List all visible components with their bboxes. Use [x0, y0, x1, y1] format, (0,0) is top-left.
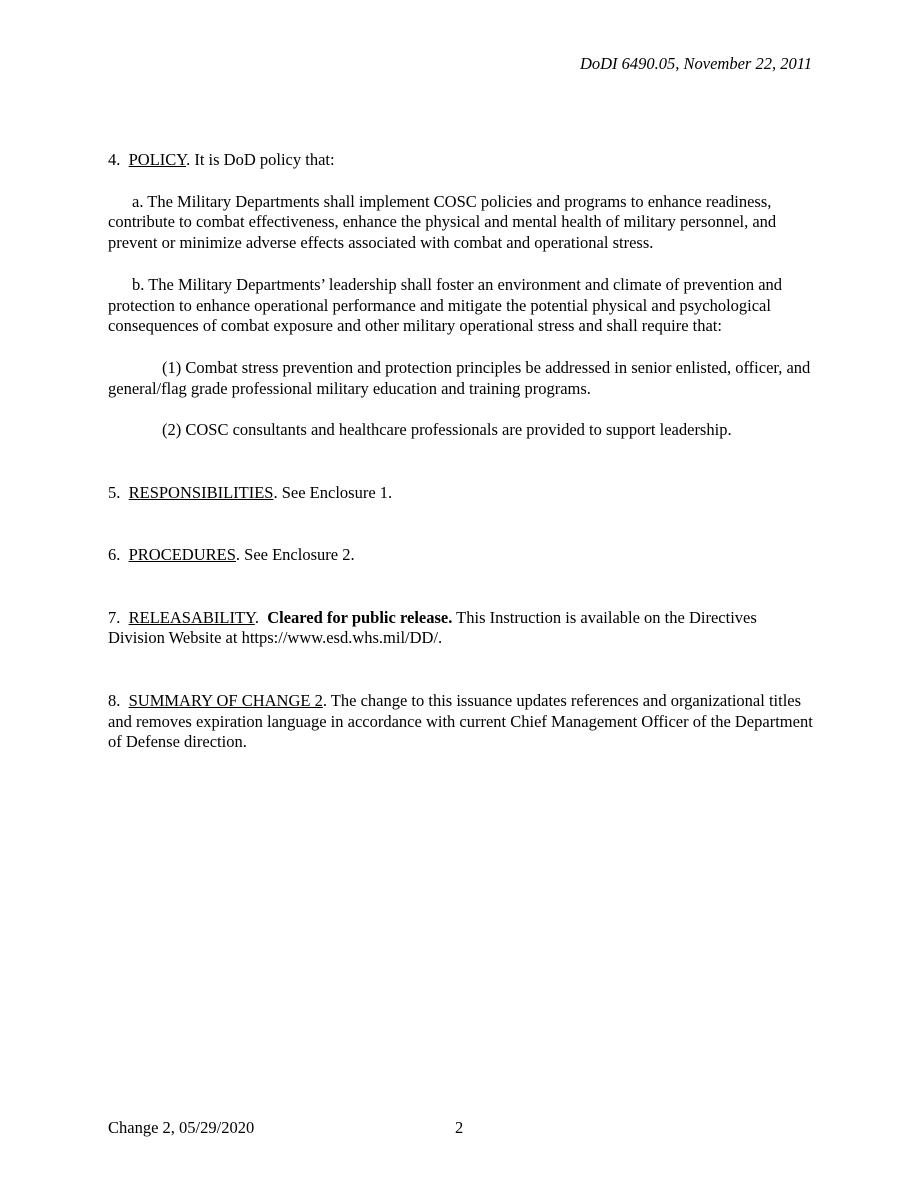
section-text: . See Enclosure 2. — [235, 545, 355, 565]
section-procedures — [108, 545, 814, 566]
section-summary-of-change — [108, 691, 814, 753]
section-separator: . — [254, 607, 268, 627]
section-heading-releasability: RELEASABILITY — [128, 607, 255, 627]
section-policy — [108, 150, 814, 171]
page-number: 2 — [455, 1118, 464, 1137]
section-heading-summary: SUMMARY OF CHANGE 2 — [128, 690, 323, 710]
section-heading-policy: POLICY — [128, 150, 187, 169]
section-heading-procedures: PROCEDURES — [128, 545, 236, 565]
section-text: . The change to this issuance updates references and organizational titles and removes expiration language in accordance with current Chief Management Officer of the Department of Defense direction. — [108, 690, 813, 752]
section-intro: . It is DoD policy that: — [186, 150, 335, 169]
section-text: . See Enclosure 1. — [273, 482, 393, 502]
public-release-notice: Cleared for public release. — [267, 607, 453, 627]
document-body — [108, 150, 814, 753]
section-number: 6. — [108, 545, 121, 565]
section-text: This Instruction is available on the Directives Division Website at https://www.esd.whs.mil/DD/. — [108, 607, 757, 648]
section-number: 7. — [108, 607, 121, 627]
section-responsibilities — [108, 483, 814, 504]
footer-change-note: Change 2, 05/29/2020 — [108, 1118, 255, 1137]
policy-subparagraph-1: (1) Combat stress prevention and protection principles be addressed in senior enlisted, officer, and general/flag grade professional military education and training programs. — [108, 357, 811, 398]
document-reference-header: DoDI 6490.05, November 22, 2011 — [579, 54, 812, 73]
section-heading-responsibilities: RESPONSIBILITIES — [128, 482, 274, 502]
section-number: 4. — [108, 150, 121, 169]
policy-paragraph-a: a. The Military Departments shall implement COSC policies and programs to enhance readiness, contribute to combat effectiveness, enhance the physical and mental health of military personnel, and prevent or minimize adverse effects associated with combat and operational stress. — [108, 191, 777, 253]
section-number: 5. — [108, 482, 121, 502]
section-releasability — [108, 608, 814, 650]
section-number: 8. — [108, 690, 121, 710]
policy-subparagraph-2: (2) COSC consultants and healthcare professionals are provided to support leadership. — [162, 420, 732, 440]
policy-paragraph-b: b. The Military Departments’ leadership shall foster an environment and climate of prevention and protection to enhance operational performance and mitigate the potential physical and psychological consequences of combat exposure and other military operational stress and shall require that: — [108, 274, 783, 336]
